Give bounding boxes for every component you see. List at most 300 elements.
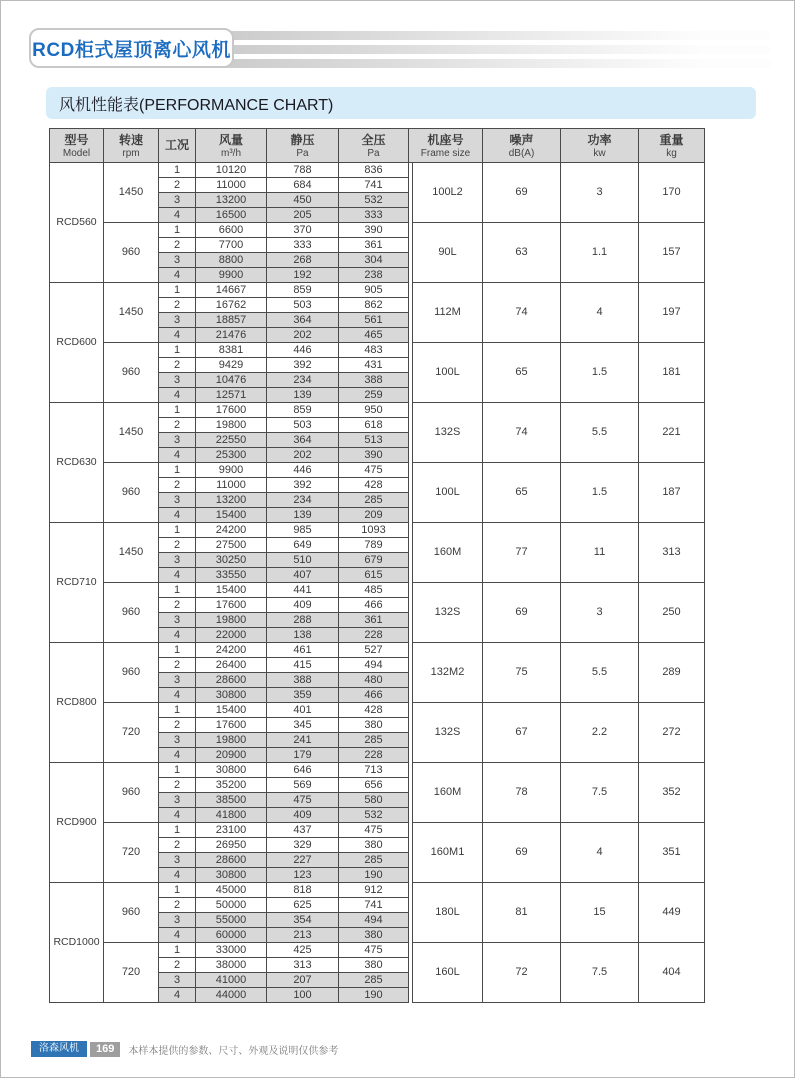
cell-condition: 2 (159, 178, 196, 193)
cell-gap (409, 658, 413, 673)
cell-total-pressure: 912 (339, 883, 409, 898)
table-row (50, 343, 705, 358)
cell-static-pressure: 202 (267, 328, 339, 343)
table-row (50, 283, 705, 298)
cell-airflow: 22000 (196, 628, 267, 643)
cell-static-pressure: 401 (267, 703, 339, 718)
cell-total-pressure: 480 (339, 673, 409, 688)
cell-airflow: 16762 (196, 298, 267, 313)
cell-gap (409, 913, 413, 928)
cell-gap (409, 508, 413, 523)
cell-condition: 1 (159, 523, 196, 538)
cell-total-pressure: 789 (339, 538, 409, 553)
cell-total-pressure: 527 (339, 643, 409, 658)
cell-static-pressure: 392 (267, 478, 339, 493)
cell-total-pressure: 465 (339, 328, 409, 343)
cell-total-pressure: 494 (339, 658, 409, 673)
cell-airflow: 19800 (196, 418, 267, 433)
cell-total-pressure: 741 (339, 178, 409, 193)
cell-condition: 3 (159, 673, 196, 688)
cell-airflow: 27500 (196, 538, 267, 553)
cell-total-pressure: 285 (339, 493, 409, 508)
col-header-label-en: kw (593, 147, 606, 159)
cell-noise: 74 (483, 283, 561, 343)
cell-airflow: 11000 (196, 178, 267, 193)
cell-total-pressure: 513 (339, 433, 409, 448)
col-header-label-en: m³/h (221, 147, 241, 159)
col-header-label-en: kg (666, 147, 677, 159)
cell-rpm: 960 (104, 763, 159, 823)
footer-note: 本样本提供的参数、尺寸、外观及说明仅供参考 (128, 1045, 339, 1057)
cell-static-pressure: 359 (267, 688, 339, 703)
page-number-badge: 169 (90, 1042, 120, 1057)
cell-static-pressure: 646 (267, 763, 339, 778)
cell-total-pressure: 361 (339, 238, 409, 253)
cell-airflow: 10120 (196, 163, 267, 178)
cell-static-pressure: 415 (267, 658, 339, 673)
cell-condition: 4 (159, 688, 196, 703)
cell-gap (409, 553, 413, 568)
table-body (50, 163, 705, 1003)
cell-weight: 289 (639, 643, 705, 703)
cell-airflow: 9900 (196, 463, 267, 478)
cell-rpm: 1450 (104, 283, 159, 343)
cell-condition: 3 (159, 613, 196, 628)
cell-noise: 69 (483, 823, 561, 883)
cell-static-pressure: 234 (267, 493, 339, 508)
cell-static-pressure: 392 (267, 358, 339, 373)
cell-airflow: 19800 (196, 733, 267, 748)
cell-airflow: 6600 (196, 223, 267, 238)
cell-condition: 2 (159, 838, 196, 853)
cell-total-pressure: 285 (339, 733, 409, 748)
cell-condition: 1 (159, 283, 196, 298)
cell-gap (409, 388, 413, 403)
cell-condition: 1 (159, 403, 196, 418)
cell-frame-size: 100L (413, 463, 483, 523)
cell-weight: 181 (639, 343, 705, 403)
cell-condition: 3 (159, 913, 196, 928)
cell-condition: 4 (159, 268, 196, 283)
cell-airflow: 24200 (196, 643, 267, 658)
cell-airflow: 28600 (196, 853, 267, 868)
cell-total-pressure: 285 (339, 973, 409, 988)
cell-static-pressure: 354 (267, 913, 339, 928)
table-row (50, 403, 705, 418)
cell-static-pressure: 985 (267, 523, 339, 538)
cell-total-pressure: 380 (339, 958, 409, 973)
cell-static-pressure: 684 (267, 178, 339, 193)
cell-frame-size: 160M (413, 763, 483, 823)
cell-total-pressure: 380 (339, 928, 409, 943)
col-header-label-cn: 功率 (587, 132, 612, 147)
cell-static-pressure: 202 (267, 448, 339, 463)
cell-condition: 1 (159, 643, 196, 658)
cell-airflow: 22550 (196, 433, 267, 448)
cell-condition: 3 (159, 193, 196, 208)
cell-gap (409, 328, 413, 343)
cell-static-pressure: 179 (267, 748, 339, 763)
cell-static-pressure: 138 (267, 628, 339, 643)
cell-gap (409, 448, 413, 463)
cell-airflow: 15400 (196, 703, 267, 718)
cell-static-pressure: 409 (267, 808, 339, 823)
page-header (29, 28, 771, 70)
cell-airflow: 30800 (196, 688, 267, 703)
cell-airflow: 11000 (196, 478, 267, 493)
cell-total-pressure: 428 (339, 703, 409, 718)
cell-airflow: 12571 (196, 388, 267, 403)
cell-gap (409, 178, 413, 193)
table-row (50, 463, 705, 478)
cell-noise: 78 (483, 763, 561, 823)
col-header-static_pressure (267, 129, 339, 163)
cell-total-pressure: 304 (339, 253, 409, 268)
cell-static-pressure: 370 (267, 223, 339, 238)
cell-total-pressure: 388 (339, 373, 409, 388)
cell-total-pressure: 475 (339, 823, 409, 838)
cell-airflow: 41800 (196, 808, 267, 823)
page-title: RCD柜式屋顶离心风机 (32, 39, 231, 61)
cell-weight: 352 (639, 763, 705, 823)
cell-airflow: 45000 (196, 883, 267, 898)
cell-gap (409, 793, 413, 808)
page-title-box (29, 28, 234, 68)
cell-airflow: 23100 (196, 823, 267, 838)
cell-model: RCD800 (50, 643, 104, 763)
cell-frame-size: 100L2 (413, 163, 483, 223)
cell-gap (409, 568, 413, 583)
cell-noise: 63 (483, 223, 561, 283)
table-row (50, 703, 705, 718)
cell-condition: 1 (159, 763, 196, 778)
cell-static-pressure: 364 (267, 313, 339, 328)
cell-static-pressure: 388 (267, 673, 339, 688)
cell-total-pressure: 380 (339, 838, 409, 853)
cell-static-pressure: 227 (267, 853, 339, 868)
cell-noise: 69 (483, 163, 561, 223)
cell-rpm: 1450 (104, 163, 159, 223)
col-header-label-cn: 机座号 (427, 132, 464, 147)
cell-airflow: 30800 (196, 763, 267, 778)
cell-total-pressure: 656 (339, 778, 409, 793)
cell-gap (409, 493, 413, 508)
cell-gap (409, 433, 413, 448)
cell-condition: 2 (159, 478, 196, 493)
cell-condition: 2 (159, 598, 196, 613)
cell-airflow: 35200 (196, 778, 267, 793)
page-footer (31, 1041, 338, 1057)
cell-condition: 2 (159, 958, 196, 973)
cell-total-pressure: 390 (339, 448, 409, 463)
cell-model: RCD900 (50, 763, 104, 883)
cell-weight: 250 (639, 583, 705, 643)
cell-airflow: 30800 (196, 868, 267, 883)
cell-gap (409, 928, 413, 943)
cell-total-pressure: 475 (339, 463, 409, 478)
cell-condition: 1 (159, 823, 196, 838)
cell-static-pressure: 205 (267, 208, 339, 223)
cell-frame-size: 132M2 (413, 643, 483, 703)
cell-model: RCD560 (50, 163, 104, 283)
cell-total-pressure: 466 (339, 598, 409, 613)
cell-airflow: 38000 (196, 958, 267, 973)
cell-frame-size: 112M (413, 283, 483, 343)
cell-frame-size: 100L (413, 343, 483, 403)
cell-gap (409, 268, 413, 283)
cell-static-pressure: 503 (267, 298, 339, 313)
cell-condition: 2 (159, 718, 196, 733)
cell-static-pressure: 446 (267, 463, 339, 478)
cell-frame-size: 90L (413, 223, 483, 283)
cell-static-pressure: 503 (267, 418, 339, 433)
cell-noise: 77 (483, 523, 561, 583)
table-row (50, 523, 705, 538)
cell-total-pressure: 380 (339, 718, 409, 733)
cell-weight: 351 (639, 823, 705, 883)
cell-model: RCD600 (50, 283, 104, 403)
table-row (50, 763, 705, 778)
cell-total-pressure: 259 (339, 388, 409, 403)
cell-total-pressure: 483 (339, 343, 409, 358)
cell-total-pressure: 561 (339, 313, 409, 328)
cell-airflow: 13200 (196, 193, 267, 208)
cell-airflow: 17600 (196, 598, 267, 613)
cell-airflow: 55000 (196, 913, 267, 928)
cell-gap (409, 838, 413, 853)
cell-rpm: 960 (104, 643, 159, 703)
col-header-label-cn: 重量 (659, 132, 684, 147)
cell-rpm: 720 (104, 943, 159, 1003)
cell-condition: 2 (159, 358, 196, 373)
col-header-noise (483, 129, 561, 163)
cell-airflow: 26950 (196, 838, 267, 853)
cell-condition: 1 (159, 463, 196, 478)
cell-airflow: 8800 (196, 253, 267, 268)
cell-static-pressure: 446 (267, 343, 339, 358)
cell-condition: 3 (159, 853, 196, 868)
cell-airflow: 50000 (196, 898, 267, 913)
cell-power: 1.5 (561, 463, 639, 523)
cell-static-pressure: 268 (267, 253, 339, 268)
cell-total-pressure: 1093 (339, 523, 409, 538)
cell-total-pressure: 431 (339, 358, 409, 373)
cell-total-pressure: 475 (339, 943, 409, 958)
cell-condition: 1 (159, 943, 196, 958)
cell-condition: 4 (159, 748, 196, 763)
cell-static-pressure: 241 (267, 733, 339, 748)
cell-power: 1.1 (561, 223, 639, 283)
cell-static-pressure: 818 (267, 883, 339, 898)
cell-gap (409, 193, 413, 208)
cell-noise: 65 (483, 463, 561, 523)
cell-condition: 4 (159, 568, 196, 583)
cell-noise: 65 (483, 343, 561, 403)
cell-weight: 272 (639, 703, 705, 763)
cell-total-pressure: 905 (339, 283, 409, 298)
cell-static-pressure: 123 (267, 868, 339, 883)
cell-total-pressure: 428 (339, 478, 409, 493)
cell-power: 4 (561, 823, 639, 883)
cell-condition: 1 (159, 163, 196, 178)
cell-static-pressure: 510 (267, 553, 339, 568)
cell-gap (409, 718, 413, 733)
col-header-label-en: Pa (296, 147, 309, 159)
cell-airflow: 26400 (196, 658, 267, 673)
cell-condition: 2 (159, 538, 196, 553)
decor-stripe (219, 45, 771, 54)
cell-gap (409, 598, 413, 613)
cell-total-pressure: 228 (339, 628, 409, 643)
brand-badge: 洛森风机 (31, 1041, 87, 1057)
cell-power: 15 (561, 883, 639, 943)
col-header-label-cn: 全压 (361, 132, 386, 147)
cell-condition: 4 (159, 448, 196, 463)
cell-total-pressure: 190 (339, 868, 409, 883)
cell-gap (409, 628, 413, 643)
cell-gap (409, 358, 413, 373)
col-header-condition (159, 129, 196, 163)
cell-airflow: 17600 (196, 718, 267, 733)
cell-noise: 75 (483, 643, 561, 703)
col-header-frame (409, 129, 483, 163)
cell-static-pressure: 329 (267, 838, 339, 853)
cell-condition: 4 (159, 208, 196, 223)
cell-model: RCD630 (50, 403, 104, 523)
cell-static-pressure: 859 (267, 283, 339, 298)
cell-weight: 197 (639, 283, 705, 343)
cell-total-pressure: 580 (339, 793, 409, 808)
cell-airflow: 44000 (196, 988, 267, 1003)
cell-gap (409, 298, 413, 313)
cell-total-pressure: 209 (339, 508, 409, 523)
cell-condition: 4 (159, 988, 196, 1003)
cell-noise: 69 (483, 583, 561, 643)
cell-gap (409, 538, 413, 553)
cell-airflow: 24200 (196, 523, 267, 538)
cell-static-pressure: 461 (267, 643, 339, 658)
cell-static-pressure: 788 (267, 163, 339, 178)
col-header-label-cn: 风量 (218, 132, 243, 147)
cell-static-pressure: 625 (267, 898, 339, 913)
cell-gap (409, 853, 413, 868)
cell-static-pressure: 475 (267, 793, 339, 808)
cell-total-pressure: 950 (339, 403, 409, 418)
cell-gap (409, 778, 413, 793)
cell-weight: 313 (639, 523, 705, 583)
cell-rpm: 720 (104, 703, 159, 763)
cell-gap (409, 418, 413, 433)
cell-gap (409, 898, 413, 913)
cell-frame-size: 132S (413, 403, 483, 463)
cell-condition: 4 (159, 628, 196, 643)
cell-condition: 1 (159, 703, 196, 718)
cell-airflow: 15400 (196, 583, 267, 598)
cell-static-pressure: 207 (267, 973, 339, 988)
decor-stripe (219, 59, 771, 68)
cell-condition: 3 (159, 553, 196, 568)
cell-noise: 72 (483, 943, 561, 1003)
cell-static-pressure: 859 (267, 403, 339, 418)
cell-rpm: 960 (104, 343, 159, 403)
performance-table (49, 128, 705, 1003)
cell-gap (409, 958, 413, 973)
cell-condition: 4 (159, 328, 196, 343)
col-header-label-en: rpm (122, 147, 140, 159)
cell-rpm: 960 (104, 463, 159, 523)
cell-airflow: 33550 (196, 568, 267, 583)
cell-static-pressure: 333 (267, 238, 339, 253)
cell-weight: 187 (639, 463, 705, 523)
cell-condition: 2 (159, 418, 196, 433)
cell-weight: 157 (639, 223, 705, 283)
cell-frame-size: 160M (413, 523, 483, 583)
cell-static-pressure: 192 (267, 268, 339, 283)
cell-gap (409, 238, 413, 253)
cell-condition: 4 (159, 808, 196, 823)
col-header-label-en: Frame size (420, 147, 471, 159)
section-band (46, 87, 756, 119)
col-header-label-cn: 静压 (290, 132, 315, 147)
cell-frame-size: 160M1 (413, 823, 483, 883)
cell-static-pressure: 345 (267, 718, 339, 733)
cell-model: RCD1000 (50, 883, 104, 1003)
cell-power: 1.5 (561, 343, 639, 403)
col-header-label-cn: 噪声 (509, 132, 534, 147)
table-row (50, 583, 705, 598)
col-header-label-cn: 型号 (64, 132, 89, 147)
cell-airflow: 41000 (196, 973, 267, 988)
cell-airflow: 10476 (196, 373, 267, 388)
cell-condition: 3 (159, 973, 196, 988)
cell-airflow: 15400 (196, 508, 267, 523)
cell-airflow: 20900 (196, 748, 267, 763)
cell-airflow: 14667 (196, 283, 267, 298)
cell-total-pressure: 285 (339, 853, 409, 868)
cell-airflow: 18857 (196, 313, 267, 328)
table-row (50, 823, 705, 838)
cell-total-pressure: 228 (339, 748, 409, 763)
cell-condition: 1 (159, 223, 196, 238)
cell-static-pressure: 313 (267, 958, 339, 973)
cell-airflow: 19800 (196, 613, 267, 628)
col-header-label-en: Model (62, 147, 91, 159)
cell-weight: 221 (639, 403, 705, 463)
cell-static-pressure: 441 (267, 583, 339, 598)
cell-condition: 3 (159, 313, 196, 328)
col-header-total_pressure (339, 129, 409, 163)
cell-static-pressure: 409 (267, 598, 339, 613)
cell-condition: 4 (159, 508, 196, 523)
cell-airflow: 17600 (196, 403, 267, 418)
cell-static-pressure: 569 (267, 778, 339, 793)
cell-condition: 1 (159, 343, 196, 358)
decor-stripe (219, 31, 771, 40)
cell-total-pressure: 713 (339, 763, 409, 778)
cell-airflow: 16500 (196, 208, 267, 223)
cell-condition: 2 (159, 778, 196, 793)
cell-gap (409, 733, 413, 748)
cell-gap (409, 253, 413, 268)
cell-condition: 3 (159, 433, 196, 448)
cell-condition: 3 (159, 373, 196, 388)
col-header-weight (639, 129, 705, 163)
cell-rpm: 1450 (104, 523, 159, 583)
cell-airflow: 33000 (196, 943, 267, 958)
cell-static-pressure: 288 (267, 613, 339, 628)
cell-gap (409, 673, 413, 688)
cell-condition: 4 (159, 388, 196, 403)
